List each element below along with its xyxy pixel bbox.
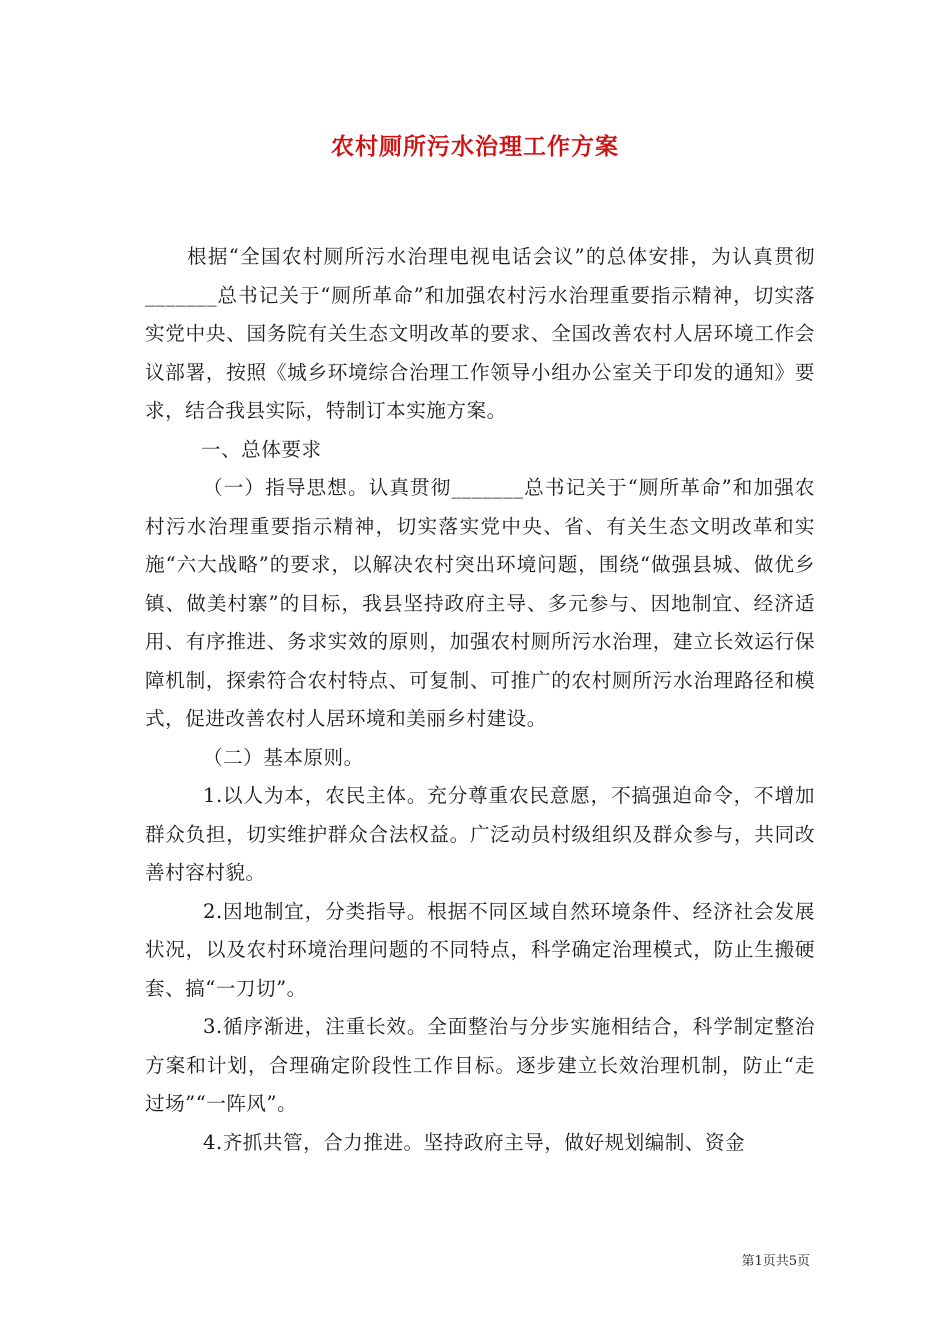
- page-number: 第1页共5页: [741, 1254, 810, 1269]
- principle-3-paragraph: 3.循序渐进，注重长效。全面整治与分步实施相结合，科学制定整治方案和计划，合理确定阶段性工作目标。逐步建立长效治理机制，防止“走过场”“一阵风”。: [145, 1015, 815, 1115]
- intro-paragraph: 根据“全国农村厕所污水治理电视电话会议”的总体安排，为认真贯彻_______总书记关于“厕所革命”和加强农村污水治理重要指示精神，切实落实党中央、国务院有关生态文明改革的要求、全国改善农村人居环境工作会议部署，按照《城乡环境综合治理工作领导小组办公室关于印发的通知》要求，结合我县实际，特制订本实施方案。: [145, 245, 815, 422]
- section-heading-general-requirements: 一、总体要求: [201, 437, 322, 461]
- principle-1-paragraph: 1.以人为本，农民主体。充分尊重农民意愿，不搞强迫命令，不增加群众负担，切实维护群众合法权益。广泛动员村级组织及群众参与，共同改善村容村貌。: [145, 784, 815, 884]
- principle-4-paragraph: 4.齐抓共管，合力推进。坚持政府主导，做好规划编制、资金: [203, 1130, 746, 1154]
- subsection-heading-basic-principles: （二）基本原则。: [203, 745, 364, 769]
- document-title: 农村厕所污水治理工作方案: [331, 134, 619, 160]
- guiding-ideology-paragraph: （一）指导思想。认真贯彻_______总书记关于“厕所革命”和加强农村污水治理重要指示精神，切实落实党中央、省、有关生态文明改革和实施“六大战略”的要求，以解决农村突出环境问题，围绕“做强县城、做优乡镇、做美村寨”的目标，我县坚持政府主导、多元参与、因地制宜、经济适用、有序推进、务求实效的原则，加强农村厕所污水治理，建立长效运行保障机制，探索符合农村特点、可复制、可推广的农村厕所污水治理路径和模式，促进改善农村人居环境和美丽乡村建设。: [145, 476, 815, 730]
- document-body: [145, 238, 815, 1162]
- principle-2-paragraph: 2.因地制宜，分类指导。根据不同区域自然环境条件、经济社会发展状况，以及农村环境治理问题的不同特点，科学确定治理模式，防止生搬硬套、搞“一刀切”。: [145, 899, 815, 1000]
